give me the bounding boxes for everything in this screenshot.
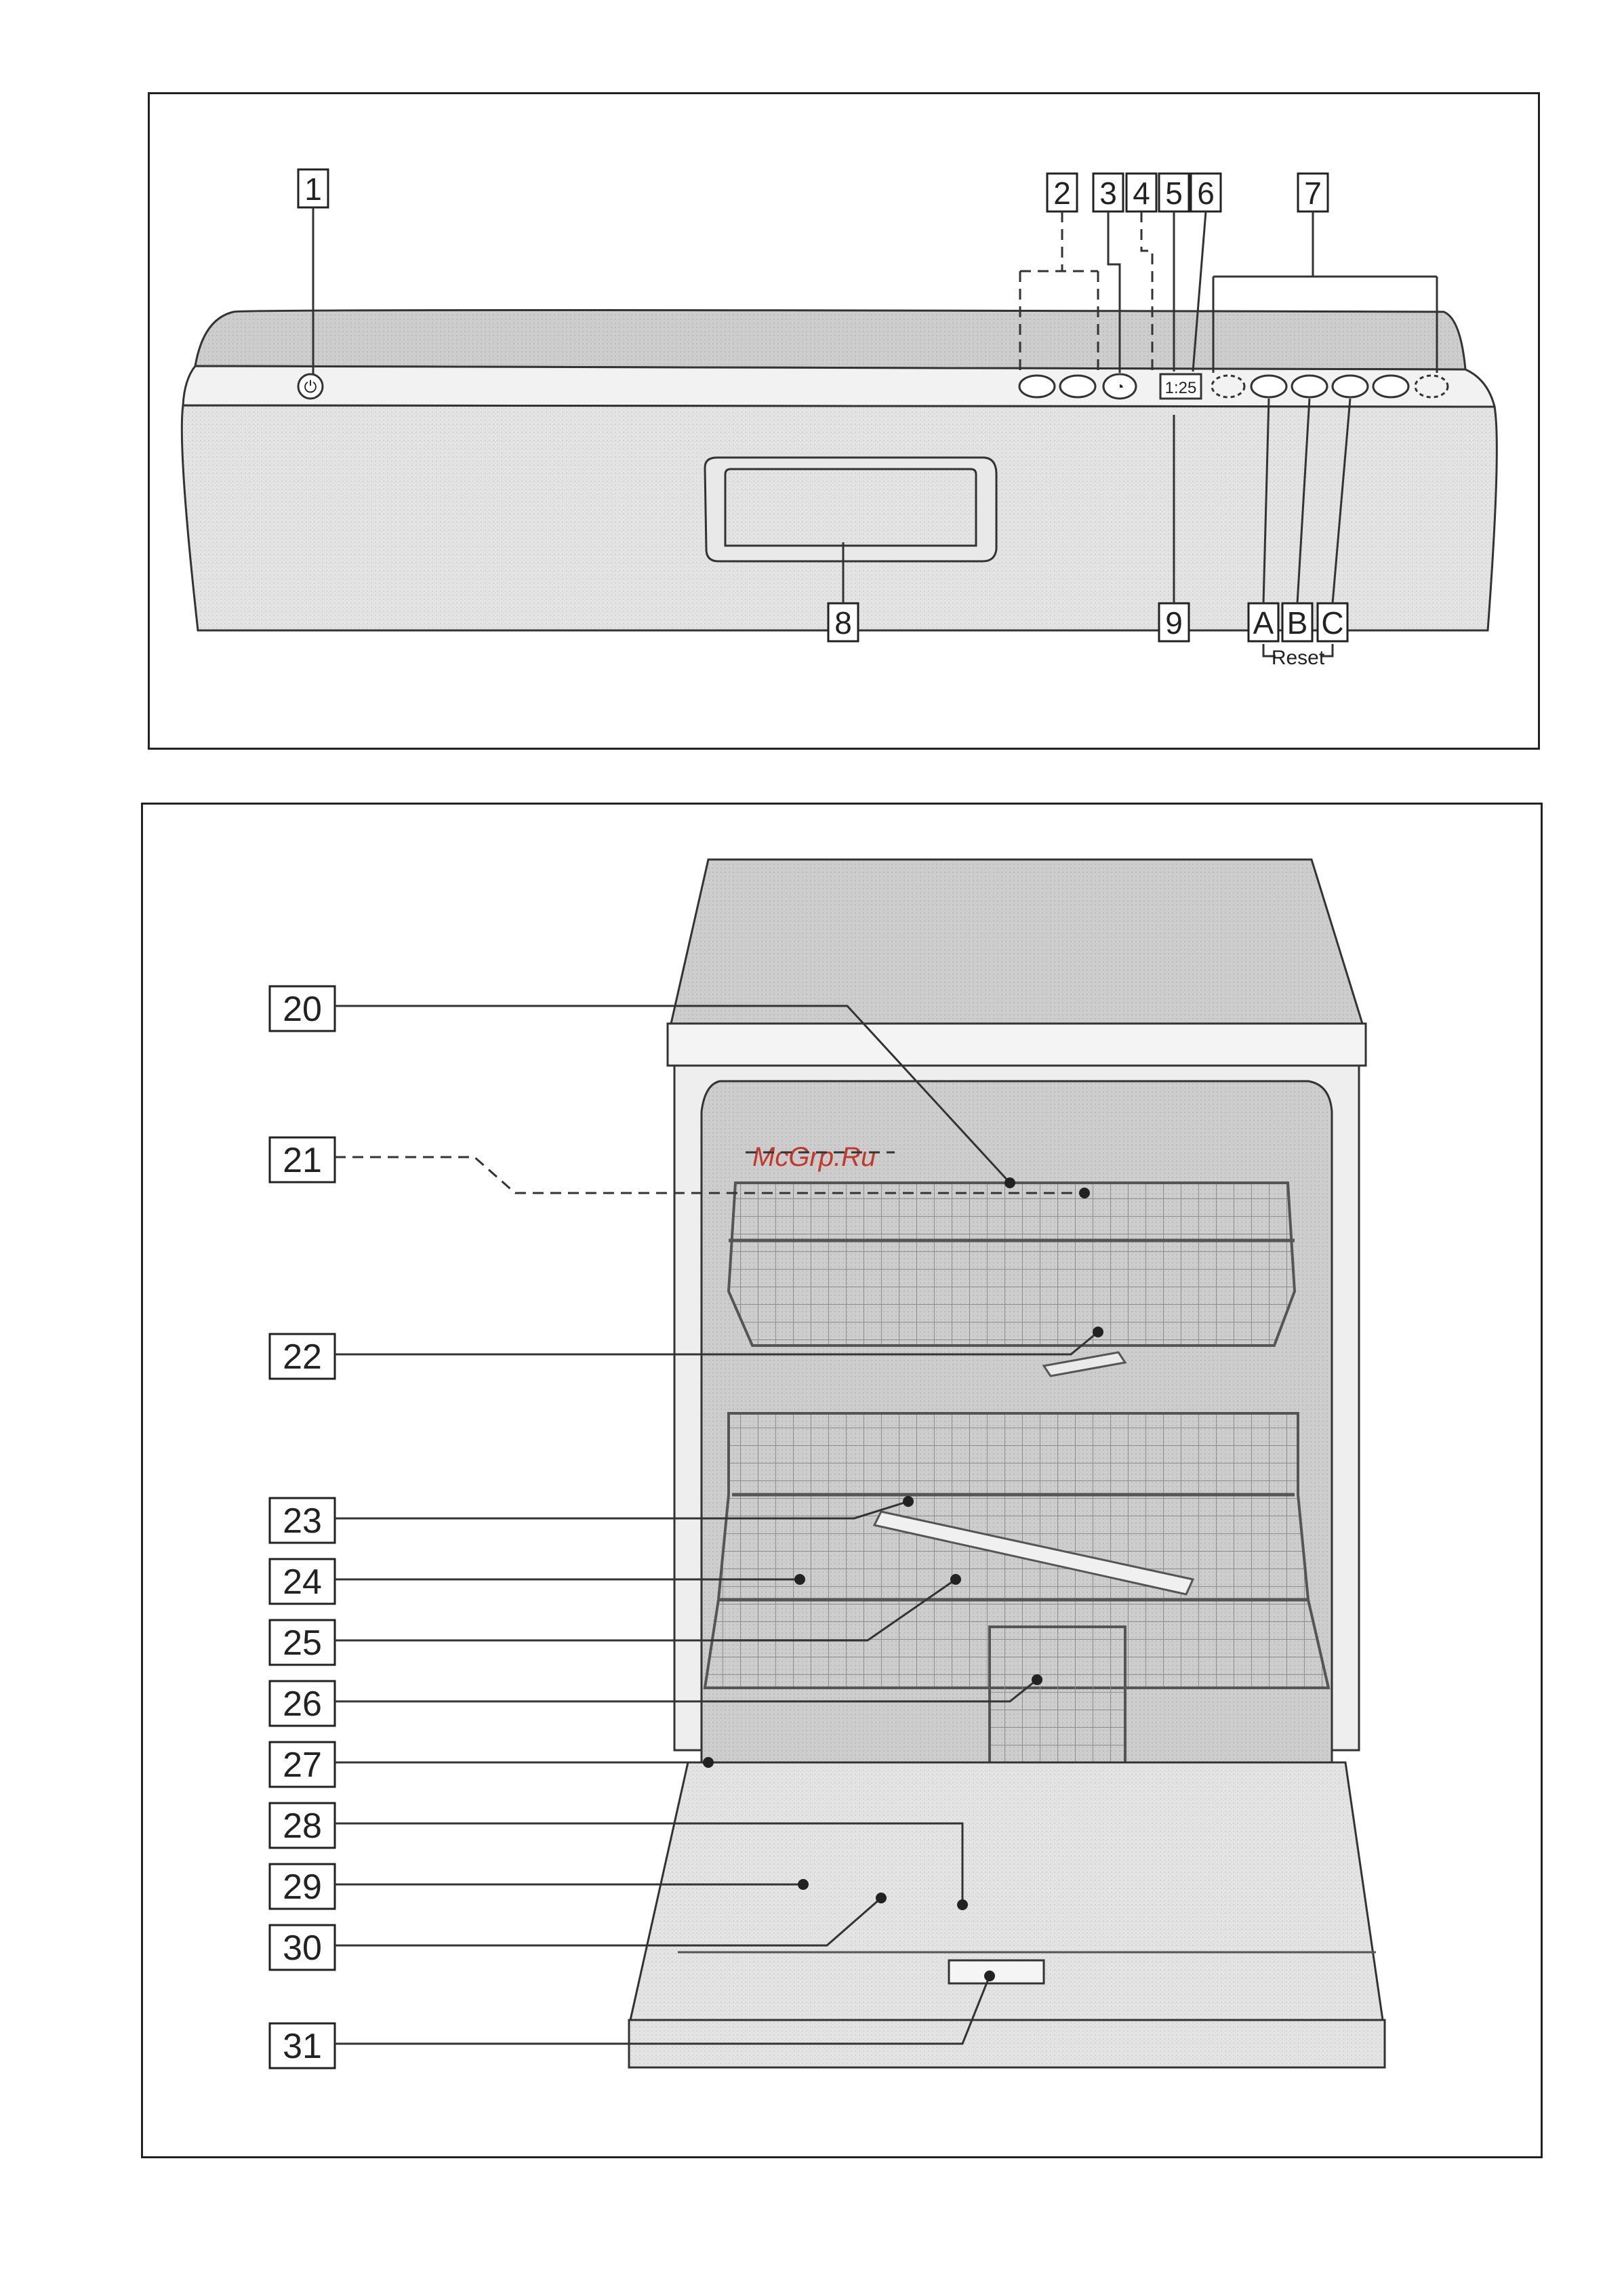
power-icon: ⏻ (304, 378, 317, 397)
upper-basket (729, 1183, 1295, 1346)
label-C: C (1321, 605, 1344, 641)
label-23: 23 (283, 1501, 322, 1541)
label-A: A (1253, 605, 1274, 641)
label-B: B (1286, 605, 1308, 641)
button-2b (1060, 376, 1095, 397)
label-4: 4 (1133, 176, 1150, 211)
program-button-1 (1251, 376, 1286, 397)
label-27: 27 (283, 1745, 322, 1785)
door-top-edge (195, 310, 1465, 370)
label-31: 31 (283, 2027, 322, 2066)
label-21: 21 (283, 1141, 322, 1180)
program-button-4 (1373, 376, 1408, 397)
label-25: 25 (283, 1623, 322, 1663)
door-front (182, 405, 1497, 630)
program-button-2 (1292, 376, 1327, 397)
worktop (671, 860, 1362, 1024)
label-30: 30 (283, 1928, 322, 1968)
label-26: 26 (283, 1684, 322, 1724)
label-22: 22 (283, 1337, 322, 1377)
label-6: 6 (1197, 176, 1215, 211)
label-8: 8 (834, 605, 852, 641)
label-20: 20 (283, 990, 322, 1029)
worktop-edge (668, 1024, 1366, 1066)
label-5: 5 (1165, 176, 1183, 211)
label-7: 7 (1304, 176, 1322, 211)
watermark: McGrp.Ru (752, 1142, 876, 1172)
label-3: 3 (1099, 176, 1117, 211)
button-2a (1019, 376, 1055, 397)
label-28: 28 (283, 1806, 322, 1846)
program-button-3 (1333, 376, 1368, 397)
dishwasher-interior (629, 860, 1385, 2067)
label-24: 24 (283, 1562, 322, 1602)
reset-label: Reset (1271, 647, 1325, 669)
display-readout: 1:25 (1164, 379, 1197, 397)
label-29: 29 (283, 1867, 322, 1907)
rating-plate (949, 1960, 1044, 1983)
clock-icon: ◔ (1115, 378, 1124, 395)
label-9: 9 (1165, 605, 1183, 641)
label-1: 1 (304, 171, 322, 207)
label-2: 2 (1053, 176, 1071, 211)
